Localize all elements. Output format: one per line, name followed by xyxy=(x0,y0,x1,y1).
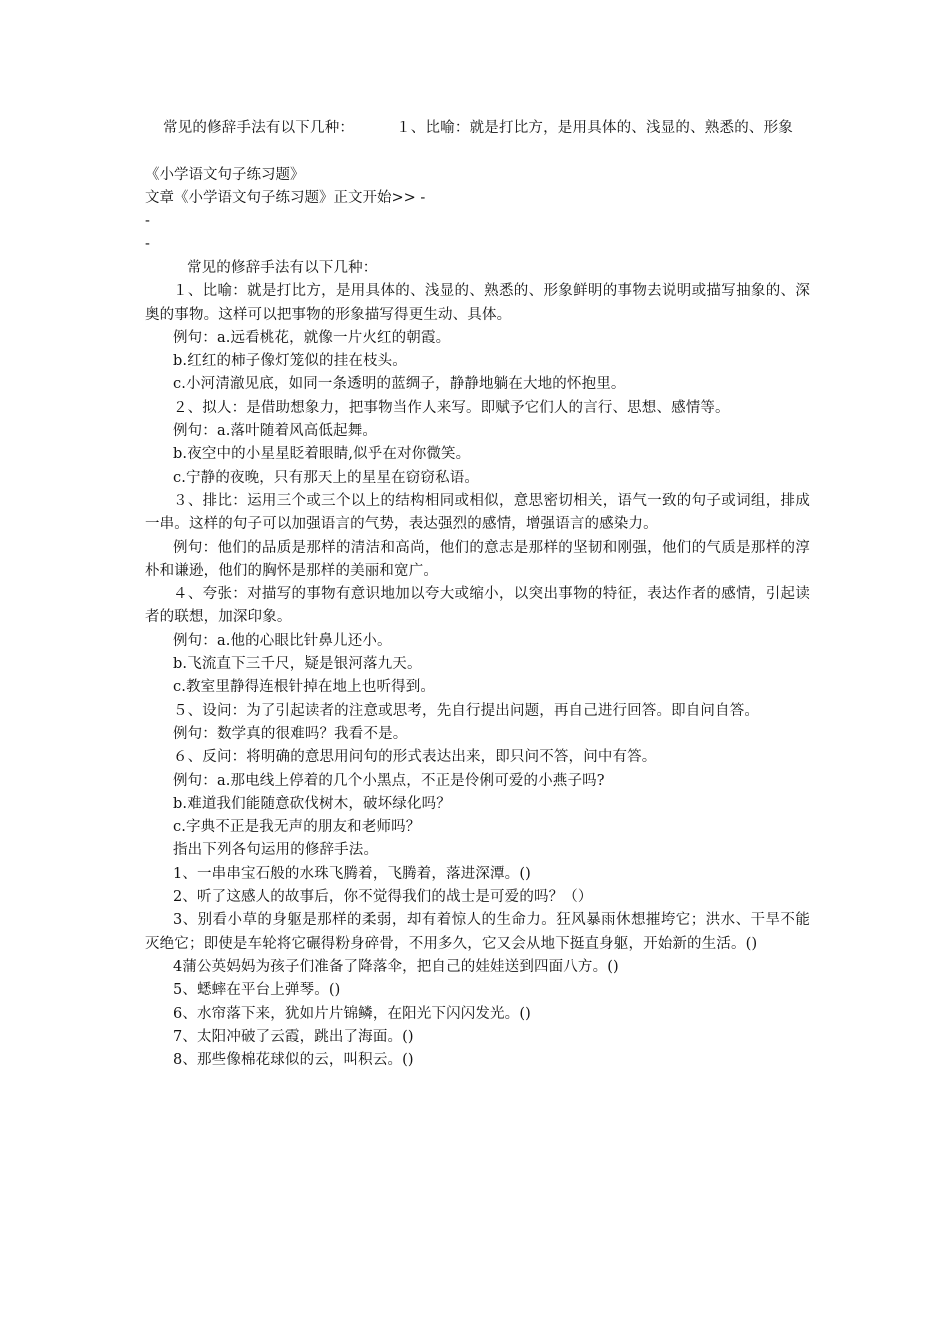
separator-dash-2: - xyxy=(145,236,150,252)
article-title: 《小学语文句子练习题》 xyxy=(145,167,305,183)
paragraph: 例句：a.他的心眼比针鼻儿还小。 xyxy=(173,632,392,649)
document-page xyxy=(145,116,810,1072)
paragraph: 6、水帘落下来，犹如片片锦鳞，在阳光下闪闪发光。() xyxy=(173,1005,531,1022)
paragraph: 7、太阳冲破了云霞，跳出了海面。() xyxy=(173,1028,414,1045)
paragraph: 例句：他们的品质是那样的清洁和高尚，他们的意志是那样的坚韧和刚强，他们的气质是那样的淳朴和谦逊，他们的胸怀是那样的美丽和宽广。 xyxy=(145,539,810,579)
paragraph: c.宁静的夜晚，只有那天上的星星在窃窃私语。 xyxy=(173,469,480,486)
article-body xyxy=(145,257,810,1072)
paragraph: b.红红的柿子像灯笼似的挂在枝头。 xyxy=(173,353,407,370)
paragraph: ４、夸张：对描写的事物有意识地加以夸大或缩小，以突出事物的特征，表达作者的感情，引起读者的联想，加深印象。 xyxy=(145,586,810,626)
paragraph: 8、那些像棉花球似的云，叫积云。() xyxy=(173,1052,414,1069)
paragraph: b.难道我们能随意砍伐树木，破坏绿化吗？ xyxy=(173,795,451,812)
paragraph: ３、排比：运用三个或三个以上的结构相同或相似，意思密切相关，语气一致的句子或词组，排成一串。这样的句子可以加强语言的气势，表达强烈的感情，增强语言的感染力。 xyxy=(145,492,810,533)
paragraph: 例句：a.落叶随着风高低起舞。 xyxy=(173,423,378,440)
intro-part-2: １、比喻：就是打比方，是用具体的、浅显的、熟悉的、形象 xyxy=(396,120,794,136)
intro-part-1: 常见的修辞手法有以下几种： xyxy=(163,120,355,136)
paragraph: ２、拟人：是借助想象力，把事物当作人来写。即赋予它们人的言行、思想、感情等。 xyxy=(173,399,730,416)
paragraph: ６、反问：将明确的意思用问句的形式表达出来，即只问不答，问中有答。 xyxy=(173,749,657,766)
paragraph: 1、一串串宝石般的水珠飞腾着，飞腾着，落进深潭。() xyxy=(173,865,531,882)
paragraph: 5、蟋蟀在平台上弹琴。() xyxy=(173,982,341,999)
intro-line xyxy=(145,116,810,140)
separator-dash-1: - xyxy=(145,213,150,229)
paragraph: 2、听了这感人的故事后，你不觉得我们的战士是可爱的吗？（） xyxy=(173,889,593,906)
paragraph: 4蒲公英妈妈为孩子们准备了降落伞，把自己的娃娃送到四面八方。() xyxy=(173,958,619,975)
paragraph: c.字典不正是我无声的朋友和老师吗？ xyxy=(173,819,421,836)
paragraph: 3、别看小草的身躯是那样的柔弱，却有着惊人的生命力。狂风暴雨休想摧垮它；洪水、干旱不能灭绝它；即使是车轮将它碾得粉身碎骨，不用多久，它又会从地下挺直身躯，开始新的生活。() xyxy=(145,912,810,952)
article-start-line: 文章《小学语文句子练习题》正文开始>> - xyxy=(145,190,426,206)
paragraph: ５、设问：为了引起读者的注意或思考，先自行提出问题，再自己进行回答。即自问自答。 xyxy=(173,702,759,719)
paragraph: 例句：a.那电线上停着的几个小黑点，不正是伶俐可爱的小燕子吗? xyxy=(173,772,605,789)
paragraph: 指出下列各句运用的修辞手法。 xyxy=(173,842,379,859)
paragraph: １、比喻：就是打比方，是用具体的、浅显的、熟悉的、形象鲜明的事物去说明或描写抽象的、深奥的事物。这样可以把事物的形象描写得更生动、具体。 xyxy=(145,283,810,323)
paragraph: 例句：数学真的很难吗？我看不是。 xyxy=(173,725,408,742)
paragraph: c.小河清澈见底，如同一条透明的蓝绸子，静静地躺在大地的怀抱里。 xyxy=(173,376,626,393)
paragraph: 例句：a.远看桃花，就像一片火红的朝霞。 xyxy=(173,329,451,346)
paragraph: b.夜空中的小星星眨着眼睛,似乎在对你微笑。 xyxy=(173,446,471,463)
paragraph: b.飞流直下三千尺，疑是银河落九天。 xyxy=(173,656,422,673)
paragraph: 常见的修辞手法有以下几种： xyxy=(187,260,378,276)
paragraph: c.教室里静得连根针掉在地上也听得到。 xyxy=(173,679,436,696)
